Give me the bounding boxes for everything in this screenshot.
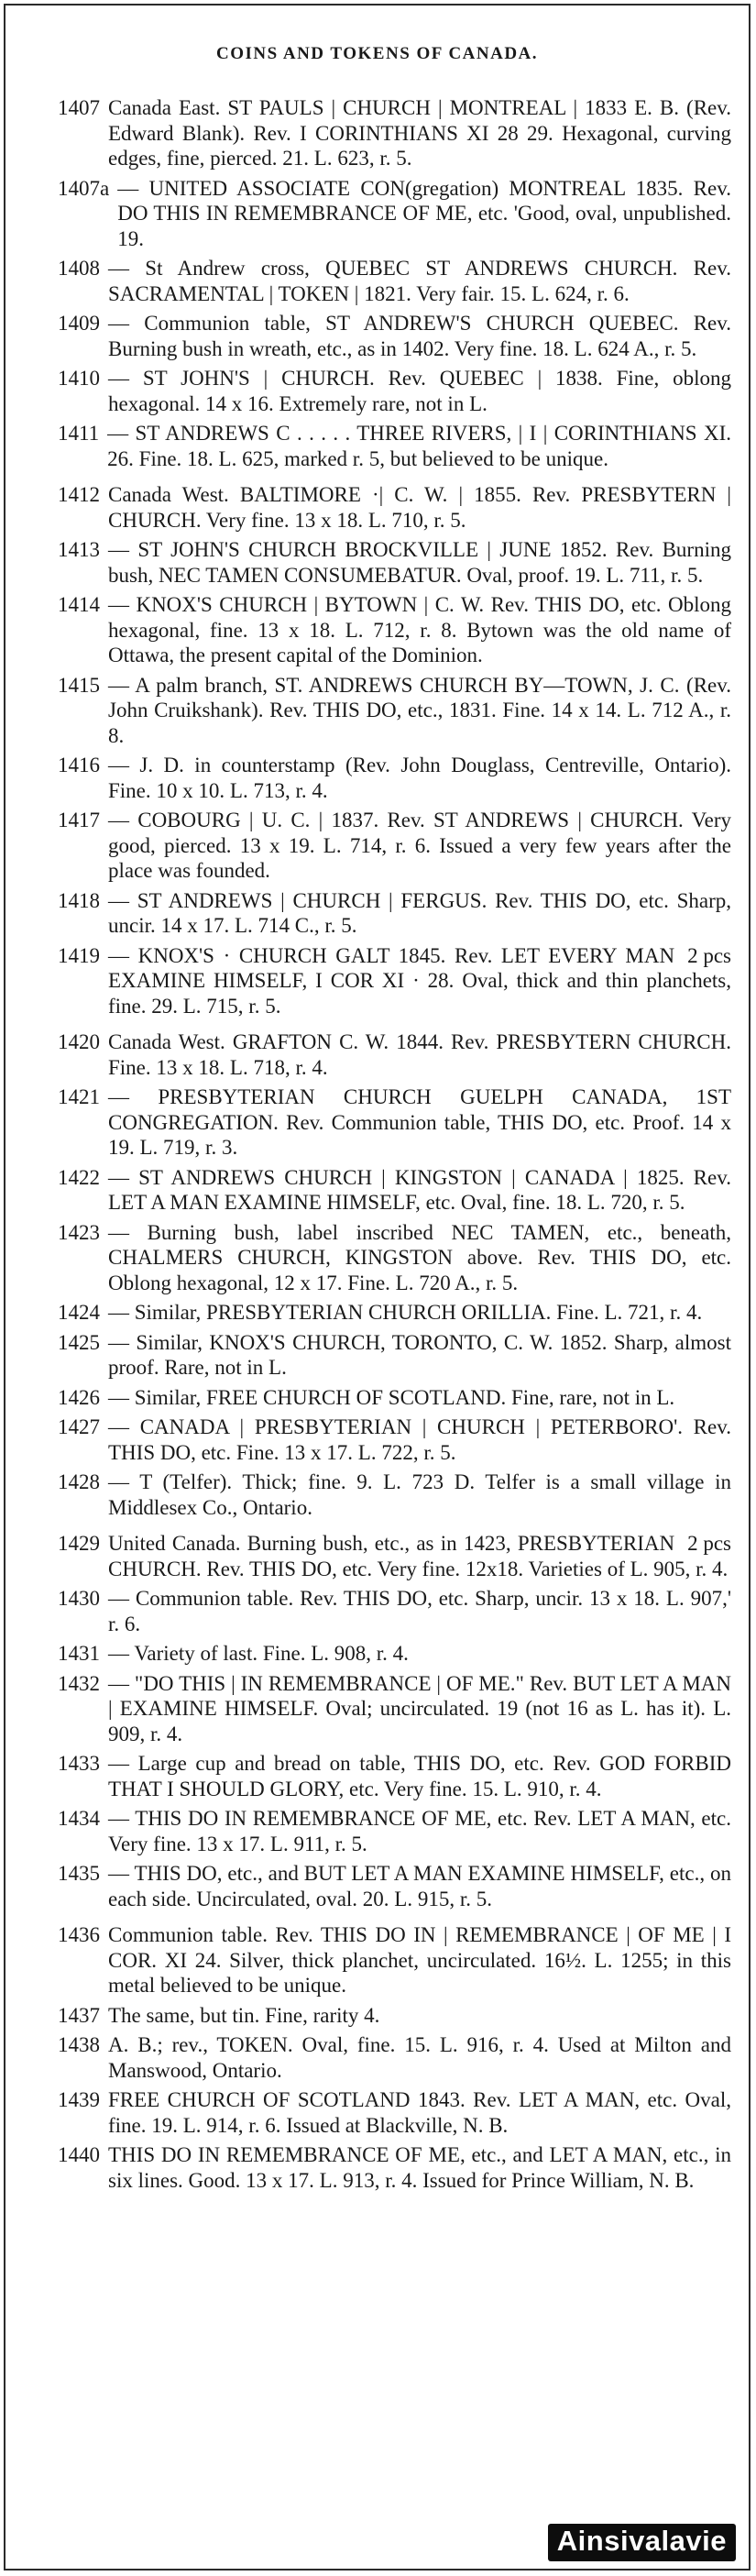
entry-number: 1415 [58, 673, 100, 697]
entry-text: — Large cup and bread on table, THIS DO, etc. Rev. GOD FORBID THAT I SHOULD GLORY, etc. Very fine. 15. L. 910, r. 4. [108, 1752, 731, 1800]
entry-text: — UNITED ASSOCIATE CON(gregation) MONTREAL 1835. Rev. DO THIS IN REMEMBRANCE OF ME, etc. 'Good, oval, unpublished. 19. [117, 176, 731, 250]
entry-description [108, 1641, 731, 1667]
entry-text: — "DO THIS | IN REMEMBRANCE | OF ME." Rev. BUT LET A MAN | EXAMINE HIMSELF. Oval; uncirculated. 19 (not 16 as L. has it). L. 909, r. 4. [108, 1671, 731, 1745]
catalogue-entry [58, 1300, 731, 1326]
entry-number: 1411 [58, 422, 100, 445]
catalogue-entry [58, 753, 731, 803]
catalogue-entry [58, 1220, 731, 1296]
catalogue-entry [58, 2087, 731, 2138]
entry-description [108, 1300, 731, 1326]
entry-text: — ST ANDREWS | CHURCH | FERGUS. Rev. THIS DO, etc. Sharp, uncir. 14 x 17. L. 714 C., r. 5. [108, 888, 731, 937]
entry-description [108, 808, 731, 884]
entry-number: 1408 [58, 257, 100, 280]
entry-number: 1416 [58, 754, 100, 776]
entry-description [108, 1029, 731, 1080]
entry-description [108, 1806, 731, 1856]
entry-pieces: 2 pcs [687, 943, 731, 967]
entry-text: — COBOURG | U. C. | 1837. Rev. ST ANDREWS | CHURCH. Very good, pierced. 13 x 19. L. 714, r. 6. Issued a very few years after the place was founded. [108, 809, 731, 882]
entry-text: — Similar, KNOX'S CHURCH, TORONTO, C. W. 1852. Sharp, almost proof. Rare, not in L. [108, 1330, 731, 1379]
entry-description [107, 421, 731, 471]
entry-number: 1424 [58, 1301, 100, 1324]
entry-text: — ST JOHN'S | CHURCH. Rev. QUEBEC | 1838. Fine, oblong hexagonal. 14 x 16. Extremely rare, not in L. [108, 367, 731, 415]
entry-number: 1430 [58, 1587, 100, 1610]
entry-number: 1407 [58, 96, 100, 119]
entry-description [108, 366, 731, 416]
entry-description [108, 1671, 731, 1747]
catalogue-entry [58, 1470, 731, 1520]
entry-description [108, 1922, 731, 1998]
catalogue-entry [58, 1671, 731, 1747]
entry-description [108, 2003, 731, 2029]
catalogue-entry [58, 311, 731, 361]
catalogue-entry [58, 2003, 731, 2029]
catalogue-entry [58, 1586, 731, 1636]
entry-text: — T (Telfer). Thick; fine. 9. L. 723 D. Telfer is a small village in Middlesex Co., Ontario. [108, 1470, 731, 1519]
entry-description [108, 482, 731, 533]
entry-number: 1410 [58, 367, 100, 390]
entry-number: 1436 [58, 1923, 100, 1946]
entry-description [108, 95, 731, 171]
entry-text: United Canada. Burning bush, etc., as in 1423, PRESBYTERIAN CHURCH. Rev. THIS DO, etc. Very fine. 12x18. Varieties of L. 905, r. 4. [108, 1532, 729, 1580]
entry-text: The same, but tin. Fine, rarity 4. [108, 2003, 380, 2027]
catalogue-entry [58, 366, 731, 416]
entry-text: — Communion table, ST ANDREW'S CHURCH QUEBEC. Rev. Burning bush in wreath, etc., as in 1402. Very fine. 18. L. 624 A., r. 5. [108, 312, 731, 360]
entry-text: THIS DO IN REMEMBRANCE OF ME, etc., and LET A MAN, etc., in six lines. Good. 13 x 17. L. 913, r. 4. Issued for Prince William, N. B. [108, 2143, 731, 2192]
entry-description [108, 1330, 731, 1381]
entry-text: — THIS DO, etc., and BUT LET A MAN EXAMINE HIMSELF, etc., on each side. Uncirculated, oval. 20. L. 915, r. 5. [108, 1862, 731, 1910]
entry-number: 1419 [58, 943, 100, 967]
entry-number: 1440 [58, 2143, 100, 2166]
entry-description [108, 1470, 731, 1520]
entry-description [108, 537, 731, 588]
entry-number: 1432 [58, 1671, 100, 1695]
entry-text: A. B.; rev., TOKEN. Oval, fine. 15. L. 916, r. 4. Used at Milton and Manswood, Ontario. [108, 2033, 731, 2082]
entry-text: Communion table. Rev. THIS DO IN | REMEMBRANCE | OF ME | I COR. XI 24. Silver, thick planchet, uncirculated. 16½. L. 1255; in this metal believed to be unique. [108, 1923, 731, 1997]
entry-description [108, 592, 731, 668]
entry-description [108, 311, 731, 361]
watermark: Ainsivalavie [548, 2524, 736, 2561]
entry-description [108, 1751, 731, 1801]
catalogue-entry [58, 1330, 731, 1381]
entry-number: 1423 [58, 1220, 100, 1244]
entry-description [108, 1531, 731, 1581]
catalogue-entry [58, 1922, 731, 1998]
entry-text: Canada East. ST PAULS | CHURCH | MONTREAL | 1833 E. B. (Rev. Edward Blank). Rev. I CORINTHIANS XI 28 29. Hexagonal, curving edges, fine, pierced. 21. L. 623, r. 5. [108, 96, 731, 170]
catalogue-entry [58, 673, 731, 749]
entry-description [108, 673, 731, 749]
entry-text: — THIS DO IN REMEMBRANCE OF ME, etc. Rev. LET A MAN, etc. Very fine. 13 x 17. L. 911, r. 5. [108, 1807, 731, 1855]
catalogue-entry [58, 592, 731, 668]
entry-number: 1409 [58, 312, 100, 335]
entry-text: — J. D. in counterstamp (Rev. John Douglass, Centreville, Ontario). Fine. 10 x 10. L. 713, r. 4. [108, 754, 731, 802]
entry-text: — Variety of last. Fine. L. 908, r. 4. [108, 1642, 409, 1665]
entry-description [108, 1861, 731, 1911]
entry-description [108, 1165, 731, 1216]
entry-description [108, 1415, 731, 1465]
catalogue-entry [58, 888, 731, 939]
entry-text: — A palm branch, ST. ANDREWS CHURCH BY—TOWN, J. C. (Rev. John Cruikshank). Rev. THIS DO, etc., 1831. Fine. 14 x 14. L. 712 A., r. 8. [108, 673, 731, 747]
catalogue-entry [58, 1751, 731, 1801]
entry-text: — ST ANDREWS C . . . . . THREE RIVERS, | I | CORINTHIANS XI. 26. Fine. 18. L. 625, marked r. 5, but believed to be unique. [107, 422, 731, 470]
page-frame [4, 4, 751, 2570]
entry-number: 1422 [58, 1165, 100, 1189]
entry-number: 1413 [58, 538, 100, 561]
entry-number: 1439 [58, 2088, 100, 2111]
entry-text: — ST ANDREWS CHURCH | KINGSTON | CANADA | 1825. Rev. LET A MAN EXAMINE HIMSELF, etc. Oval, fine. 18. L. 720, r. 5. [108, 1165, 731, 1214]
entry-number: 1421 [58, 1085, 100, 1108]
entry-description [108, 2032, 731, 2083]
entry-number: 1431 [58, 1642, 100, 1665]
catalogue-entry [58, 95, 731, 171]
entry-description [108, 888, 731, 939]
entry-text: — PRESBYTERIAN CHURCH GUELPH CANADA, 1ST CONGREGATION. Rev. Communion table, THIS DO, etc. Proof. 14 x 19. L. 719, r. 3. [108, 1085, 731, 1159]
catalogue-entry [58, 1165, 731, 1216]
entry-text: Canada West. BALTIMORE ·| C. W. | 1855. Rev. PRESBYTERN | CHURCH. Very fine. 13 x 18. L. 710, r. 5. [108, 483, 731, 532]
entry-text: — CANADA | PRESBYTERIAN | CHURCH | PETERBORO'. Rev. THIS DO, etc. Fine. 13 x 17. L. 722, r. 5. [108, 1415, 731, 1464]
entry-number: 1414 [58, 593, 100, 616]
entry-text: — Burning bush, label inscribed NEC TAMEN, etc., beneath, CHALMERS CHURCH, KINGSTON above. Rev. THIS DO, etc. Oblong hexagonal, 12 x 17. Fine. L. 720 A., r. 5. [108, 1220, 731, 1294]
catalogue-entry [58, 1531, 731, 1581]
catalogue-entry [58, 256, 731, 306]
entry-text: FREE CHURCH OF SCOTLAND 1843. Rev. LET A MAN, etc. Oval, fine. 19. L. 914, r. 6. Issued at Blackville, N. B. [108, 2088, 731, 2137]
catalogue-entry [58, 1385, 731, 1411]
catalogue-entry [58, 808, 731, 884]
entry-description [108, 1084, 731, 1161]
catalogue-entry [58, 2032, 731, 2083]
catalogue-entry [58, 1861, 731, 1911]
entry-number: 1438 [58, 2033, 100, 2056]
entry-number: 1407a [58, 176, 110, 200]
catalogue-entry [58, 1084, 731, 1161]
catalogue-entry [58, 2142, 731, 2193]
entry-number: 1426 [58, 1385, 100, 1409]
entry-text: Canada West. GRAFTON C. W. 1844. Rev. PRESBYTERN CHURCH. Fine. 13 x 18. L. 718, r. 4. [108, 1030, 731, 1079]
entry-description [108, 753, 731, 803]
catalogue-entry [58, 482, 731, 533]
entry-pieces: 2 pcs [687, 1532, 731, 1555]
entry-description [108, 943, 731, 1019]
entry-description [108, 2142, 731, 2193]
entry-number: 1417 [58, 809, 100, 831]
entry-number: 1418 [58, 888, 100, 912]
entry-text: — ST JOHN'S CHURCH BROCKVILLE | JUNE 1852. Rev. Burning bush, NEC TAMEN CONSUMEBATUR. Oval, proof. 19. L. 711, r. 5. [108, 538, 731, 587]
entry-text: — KNOX'S · CHURCH GALT 1845. Rev. LET EVERY MAN EXAMINE HIMSELF, I COR XI · 28. Oval, thick and thin planchets, fine. 29. L. 715, r. 5. [108, 943, 731, 1018]
entry-text: — St Andrew cross, QUEBEC ST ANDREWS CHURCH. Rev. SACRAMENTAL | TOKEN | 1821. Very fair. 15. L. 624, r. 6. [108, 257, 731, 305]
catalogue-entry [58, 176, 731, 252]
entry-number: 1428 [58, 1470, 100, 1493]
entry-description [108, 1220, 731, 1296]
page-header: COINS AND TOKENS OF CANADA. [215, 44, 539, 63]
entry-number: 1412 [58, 483, 100, 506]
catalogue-entry [58, 1415, 731, 1465]
entry-description [108, 2087, 731, 2138]
entry-number: 1435 [58, 1862, 100, 1885]
entry-text: — Communion table. Rev. THIS DO, etc. Sharp, uncir. 13 x 18. L. 907,' r. 6. [108, 1587, 731, 1635]
entry-number: 1433 [58, 1752, 100, 1775]
entry-text: — KNOX'S CHURCH | BYTOWN | C. W. Rev. THIS DO, etc. Oblong hexagonal, fine. 13 x 18. L. 712, r. 8. Bytown was the old name of Ottawa, the present capital of the Dominion. [108, 593, 731, 666]
catalogue-entry [58, 1029, 731, 1080]
entry-text: — Similar, FREE CHURCH OF SCOTLAND. Fine, rare, not in L. [108, 1385, 675, 1409]
entry-number: 1434 [58, 1807, 100, 1830]
entry-description [108, 1385, 731, 1411]
catalogue-entry [58, 421, 731, 471]
entry-text: — Similar, PRESBYTERIAN CHURCH ORILLIA. Fine. L. 721, r. 4. [108, 1301, 703, 1324]
entry-description [108, 1586, 731, 1636]
catalogue-entry [58, 943, 731, 1019]
catalogue-entry [58, 1806, 731, 1856]
entry-number: 1437 [58, 2003, 100, 2027]
entry-description [108, 256, 731, 306]
entry-number: 1420 [58, 1030, 100, 1053]
catalogue-entry [58, 537, 731, 588]
entry-number: 1429 [58, 1532, 100, 1555]
entry-description [117, 176, 731, 252]
catalogue-entries [58, 95, 731, 2197]
catalogue-entry [58, 1641, 731, 1667]
entry-number: 1427 [58, 1415, 100, 1438]
entry-number: 1425 [58, 1330, 100, 1354]
